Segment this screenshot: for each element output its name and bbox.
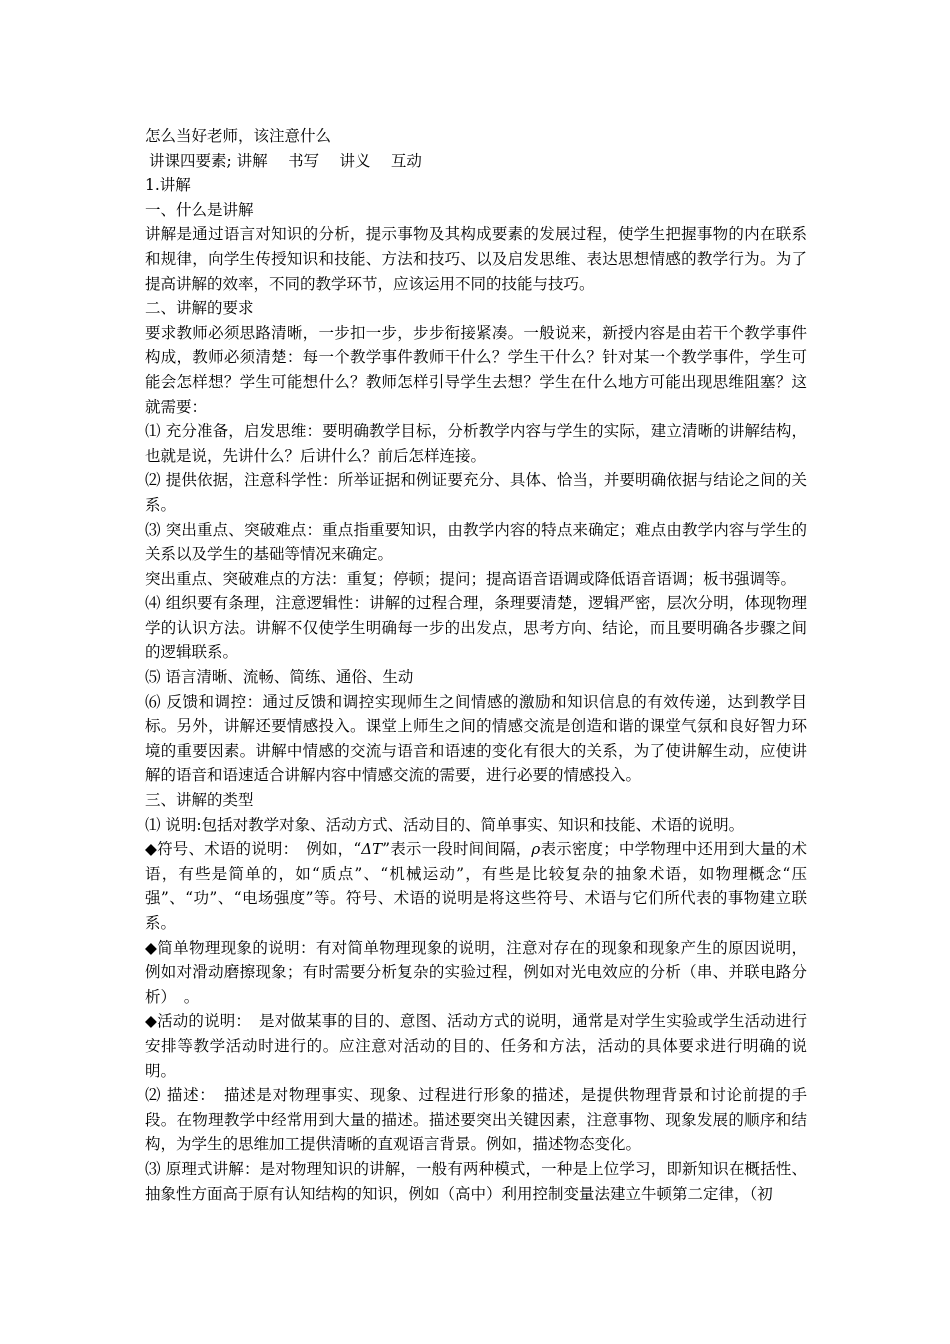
paragraph-definition: 讲解是通过语言对知识的分析，提示事物及其构成要素的发展过程，使学生把握事物的内在联系和规律，向学生传授知识和技能、方法和技巧、以及启发思维、表达思想情感的教学行为。为了提高讲解的效率，不同的教学环节，应该运用不同的技能与技巧。 xyxy=(145,225,807,293)
requirement-item-6: ⑹ 反馈和调控：通过反馈和调控实现师生之间情感的激励和知识信息的有效传递，达到教学目标。另外，讲解还要情感投入。课堂上师生之间的情感交流是创造和谐的课堂气氛和良好智力环境的重要因素。讲解中情感的交流与语音和语速的变化有很大的关系，为了使讲解生动，应使讲解的语音和语速适合讲解内容中情感交流的需要，进行必要的情感投入。 xyxy=(145,692,807,785)
document-body xyxy=(145,124,807,1206)
requirement-item-2: ⑵ 提供依据，注意科学性：所举证据和例证要充分、具体、恰当，并要明确依据与结论之间的关系。 xyxy=(145,471,807,514)
type-item-3: ⑶ 原理式讲解：是对物理知识的讲解，一般有两种模式，一种是上位学习，即新知识在概括性、抽象性方面高于原有认知结构的知识，例如（高中）利用控制变量法建立牛顿第二定律，（初 xyxy=(145,1159,807,1203)
requirement-item-3-methods: 突出重点、突破难点的方法：重复；停顿；提问；提高语音语调或降低语音语调；板书强调等。 xyxy=(145,569,797,588)
heading-requirements: 二、讲解的要求 xyxy=(145,299,254,318)
symbol-text-pre: ◆符号、术语的说明： 例如，“ xyxy=(145,840,362,859)
document-title: 怎么当好老师，该注意什么 xyxy=(145,127,332,145)
requirement-item-5: ⑸ 语言清晰、流畅、简练、通俗、生动 xyxy=(145,668,414,687)
phenomenon-explanation: ◆简单物理现象的说明：有对简单物理现象的说明，注意对存在的现象和现象产生的原因说明，例如对滑动磨擦现象；有时需要分析复杂的实验过程，例如对光电效应的分析（串、并联电路分析） 。 xyxy=(145,938,807,1006)
activity-explanation: ◆活动的说明： 是对做某事的目的、意图、活动方式的说明，通常是对学生实验或学生活动进行安排等教学活动时进行的。应注意对活动的目的、任务和方法，活动的具体要求进行明确的说明。 xyxy=(145,1012,807,1080)
type-item-1: ⑴ 说明:包括对教学对象、活动方式、活动目的、简单事实、知识和技能、术语的说明。 xyxy=(145,815,745,834)
section-heading-1: 1.讲解 xyxy=(145,176,191,195)
heading-what-is-explanation: 一、什么是讲解 xyxy=(145,200,254,219)
symbol-text-post: 表示密度；中学物理中还用到大量的术语，有些是简单的，如“质点”、“机械运动”，有些是比较复杂的抽象术语，如物理概念“压强”、“功”、“电场强度”等。符号、术语的说明是将这些符号、术语与它们所代表的事物建立联系。 xyxy=(145,840,807,932)
rho-symbol: ρ xyxy=(531,840,541,859)
requirement-item-3: ⑶ 突出重点、突破难点：重点指重要知识，由教学内容的特点来确定；难点由教学内容与学生的关系以及学生的基础等情况来确定。 xyxy=(145,520,807,564)
symbol-text-mid: ”表示一段时间间隔， xyxy=(382,840,532,859)
paragraph-requirements: 要求教师必须思路清晰，一步扣一步，步步衔接紧凑。一般说来，新授内容是由若干个教学事件构成，教师必须清楚：每一个教学事件教师干什么？学生干什么？针对某一个教学事件，学生可能会怎样想？学生可能想什么？教师怎样引导学生去想？学生在什么地方可能出现思维阻塞？这就需要： xyxy=(145,323,807,416)
requirement-item-4: ⑷ 组织要有条理，注意逻辑性：讲解的过程合理，条理要清楚，逻辑严密，层次分明，体现物理学的认识方法。讲解不仅使学生明确每一步的出发点，思考方向、结论，而且要明确各步骤之间的逻辑联系。 xyxy=(145,594,807,662)
document-subtitle: 讲课四要素; 讲解 书写 讲义 互动 xyxy=(149,151,422,170)
requirement-item-1: ⑴ 充分准备，启发思维：要明确教学目标，分析教学内容与学生的实际，建立清晰的讲解结构，也就是说，先讲什么？后讲什么？前后怎样连接。 xyxy=(145,422,807,465)
heading-types: 三、讲解的类型 xyxy=(145,791,254,810)
type-item-2: ⑵ 描述： 描述是对物理事实、现象、过程进行形象的描述，是提供物理背景和讨论前提的手段。在物理教学中经常用到大量的描述。描述要突出关键因素，注意事物、现象发展的顺序和结构，为学生的思维加工提供清晰的直观语言背景。例如，描述物态变化。 xyxy=(145,1086,807,1154)
symbol-term-explanation xyxy=(145,837,807,935)
delta-t-symbol: ΔT xyxy=(361,840,383,859)
